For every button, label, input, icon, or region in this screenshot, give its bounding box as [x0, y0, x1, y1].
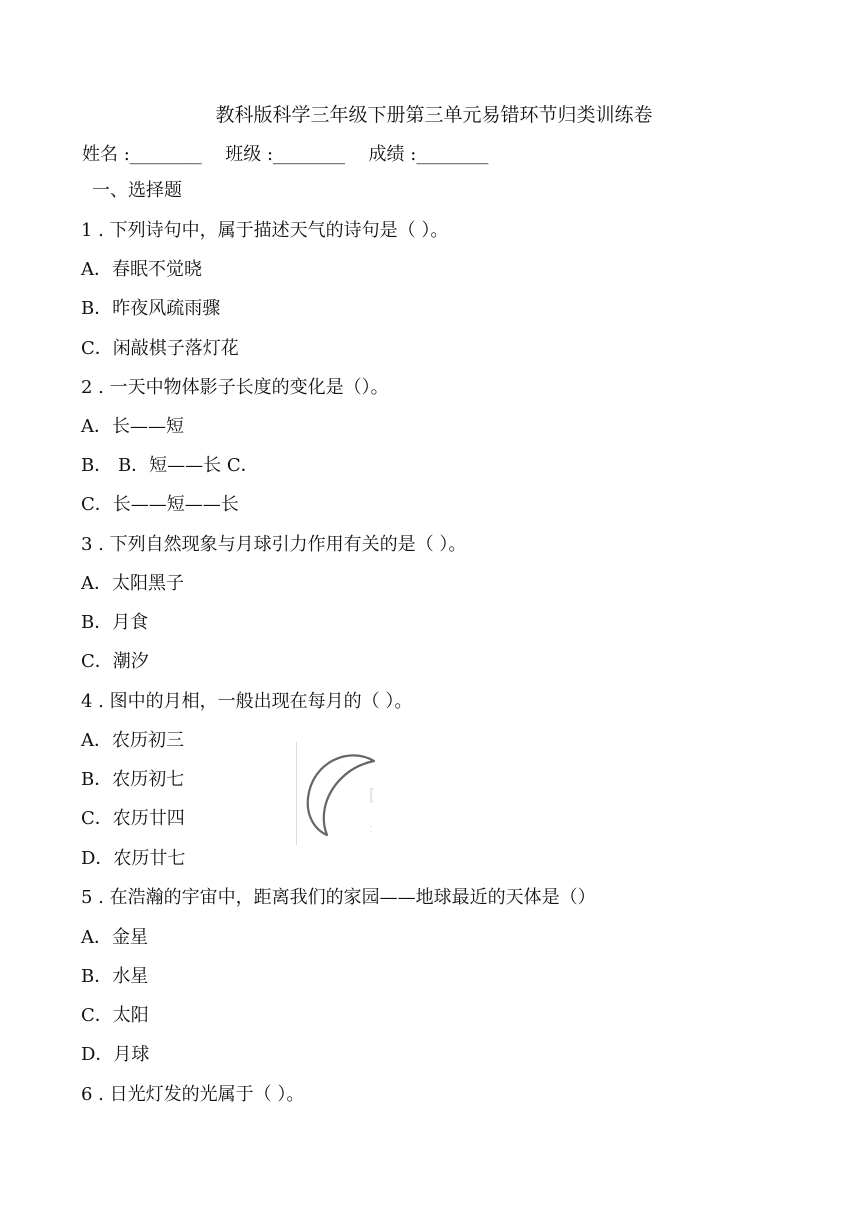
question-stem: 5 . 在浩瀚的宇宙中，距离我们的家园——地球最近的天体是（）	[81, 887, 596, 908]
section-heading: 一、选择题	[92, 180, 182, 201]
page-title: 教科版科学三年级下册第三单元易错环节归类训练卷	[215, 104, 653, 126]
question-option: A．太阳黑子	[81, 573, 184, 594]
student-info-row	[82, 140, 488, 166]
question-stem: 2 . 一天中物体影子长度的变化是（）。	[81, 377, 389, 398]
question-option: B． B．短——长 C．	[81, 455, 259, 476]
question-option: B．水星	[81, 966, 149, 987]
question-stem: 4 . 图中的月相，一般出现在每月的（ ）。	[81, 691, 413, 712]
question-option: C．潮汐	[81, 651, 149, 672]
question-option: A．长——短	[81, 416, 184, 437]
question-option: C．闲敲棋子落灯花	[81, 338, 239, 359]
svg-text:[: [	[369, 785, 376, 804]
question-option: A．农历初三	[81, 730, 184, 751]
question-option: C．太阳	[81, 1005, 149, 1026]
question-option: C．长——短——长	[81, 494, 239, 515]
name-field-label: 姓名 :________	[82, 144, 202, 165]
question-option: D．月球	[81, 1044, 150, 1065]
question-option: B．昨夜风疏雨骤	[81, 298, 221, 319]
class-field-label: 班级 :________	[225, 144, 346, 165]
question-option: D．农历廿七	[81, 848, 186, 869]
question-stem: 6 . 日光灯发的光属于（ ）。	[81, 1084, 305, 1105]
question-option: A．金星	[81, 927, 148, 948]
question-option: A．春眠不觉晓	[81, 259, 202, 280]
question-option: B．月食	[81, 612, 149, 633]
question-stem: 1 . 下列诗句中，属于描述天气的诗句是（ ）。	[81, 220, 449, 241]
crescent-moon-icon	[297, 742, 379, 845]
question-option: B．农历初七	[81, 769, 185, 790]
svg-text::: :	[369, 821, 374, 835]
crescent-moon-figure	[296, 742, 379, 845]
question-stem: 3 . 下列自然现象与月球引力作用有关的是（ ）。	[81, 534, 467, 555]
question-option: C．农历廿四	[81, 808, 185, 829]
score-field-label: 成绩 :________	[368, 144, 489, 165]
